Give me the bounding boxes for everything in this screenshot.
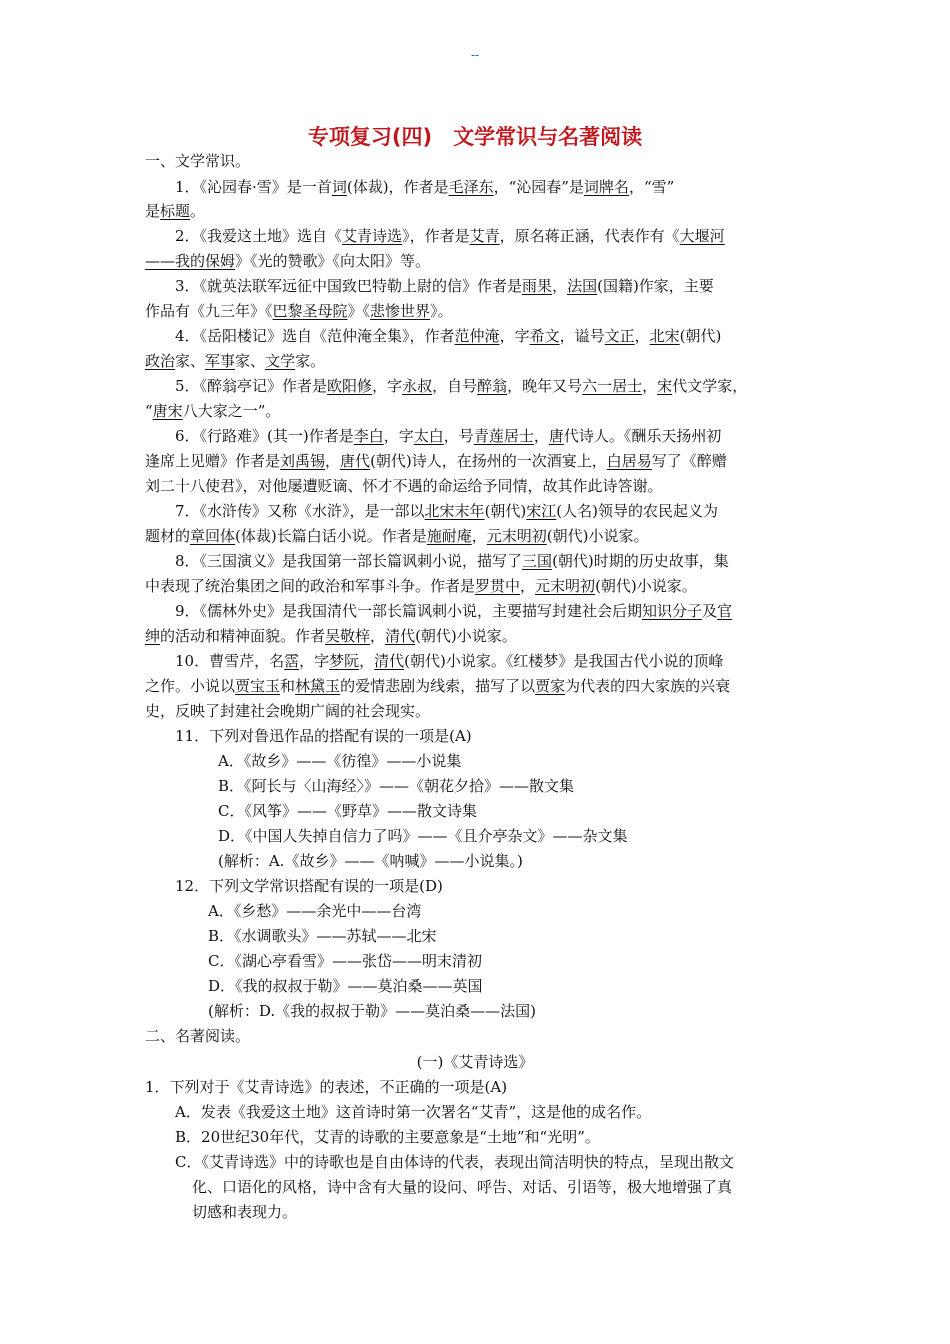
answer-blank: 章回体	[190, 527, 236, 545]
answer-blank: 悲惨世界	[370, 302, 431, 320]
text-run: (朝代)诗人，在扬州的一次酒宴上，	[370, 452, 607, 470]
text-run: 》《光的赞歌》《向太阳》等。	[235, 252, 431, 270]
text-line	[0, 524, 950, 549]
text-run: B．《水调歌头》——苏轼——北宋	[208, 927, 437, 945]
text-run: ，谥号	[559, 327, 605, 345]
answer-blank: 军事	[205, 352, 236, 370]
text-run: 10．曹雪芹，名	[175, 652, 285, 670]
text-run: C．《湖心亭看雪》——张岱——明末清初	[208, 952, 482, 970]
text-run: ，字	[383, 427, 414, 445]
text-line	[0, 374, 950, 399]
text-line	[0, 324, 950, 349]
text-run: ，	[552, 277, 568, 295]
text-run: 12．下列文学常识搭配有误的一项是(D)	[175, 877, 443, 895]
answer-blank: 艾青诗选	[342, 227, 403, 245]
answer-blank: 施耐庵	[426, 527, 472, 545]
text-run: A．《故乡》——《彷徨》——小说集	[218, 752, 462, 770]
text-line	[0, 424, 950, 449]
text-line	[0, 1175, 950, 1200]
answer-blank: 绅	[145, 627, 161, 645]
text-run: 11．下列对鲁迅作品的搭配有误的一项是(A)	[175, 727, 472, 745]
text-line	[0, 699, 950, 724]
text-run: 》《	[347, 302, 371, 320]
text-run: 代诗人。《酬乐天扬州初	[563, 427, 722, 445]
text-line	[0, 749, 950, 774]
text-run: 9．《儒林外史》是我国清代一部长篇讽刺小说，主要描写封建社会后期	[175, 602, 643, 620]
text-run: A．《乡愁》——余光中——台湾	[208, 902, 422, 920]
text-line	[0, 274, 950, 299]
text-run: 1．《沁园春·雪》是一首	[175, 178, 332, 196]
text-line	[0, 474, 950, 499]
text-run: 5．《醉翁亭记》作者是	[175, 377, 328, 395]
text-line	[0, 899, 950, 924]
text-line	[0, 249, 950, 274]
answer-blank: 清代	[374, 652, 405, 670]
answer-blank: 林黛玉	[295, 677, 341, 695]
text-line	[0, 624, 950, 649]
text-run: 家、	[235, 352, 266, 370]
text-line	[0, 999, 950, 1024]
text-run: ，自号	[432, 377, 478, 395]
text-line	[0, 599, 950, 624]
text-run: 是	[145, 202, 161, 220]
answer-blank: 三国	[522, 552, 553, 570]
text-run: 的爱情悲剧为线索，描写了以	[340, 677, 536, 695]
answer-blank: 希文	[529, 327, 560, 345]
text-run: 》，作者是	[402, 227, 470, 245]
answer-blank: 元末明初	[535, 577, 596, 595]
text-run: ，	[370, 627, 386, 645]
text-run: ，“雪”	[628, 178, 675, 196]
answer-blank: 毛泽东	[448, 178, 494, 196]
text-line	[0, 824, 950, 849]
text-run: ，晚年又号	[507, 377, 583, 395]
text-line	[0, 1024, 950, 1049]
answer-blank: 唐宋	[152, 402, 183, 420]
answer-blank: ——我的保姆	[145, 252, 236, 270]
text-line	[0, 874, 950, 899]
answer-blank: 北宋末年	[424, 502, 485, 520]
text-run: 8．《三国演义》是我国第一部长篇讽刺小说，描写了	[175, 552, 523, 570]
text-run: “	[145, 402, 153, 420]
text-line	[0, 175, 950, 200]
text-run: (国籍)作家，主要	[597, 277, 714, 295]
text-run: C．《风筝》——《野草》——散文诗集	[218, 802, 477, 820]
answer-blank: 官	[717, 602, 733, 620]
text-line	[0, 649, 950, 674]
answer-blank: 醉翁	[477, 377, 508, 395]
text-run: (朝代)小说家。	[546, 527, 649, 545]
text-run: 及	[702, 602, 718, 620]
text-run: ，	[520, 577, 536, 595]
text-line	[0, 149, 950, 174]
text-run: 史，反映了封建社会晚期广阔的社会现实。	[145, 702, 431, 720]
answer-blank: 欧阳修	[327, 377, 373, 395]
text-line	[0, 724, 950, 749]
answer-blank: 文正	[604, 327, 635, 345]
text-line	[0, 799, 950, 824]
answer-blank: 太白	[413, 427, 444, 445]
text-run: 。	[190, 202, 206, 220]
text-run: ，	[359, 652, 375, 670]
answer-blank: 知识分子	[642, 602, 703, 620]
text-run: 化、口语化的风格，诗中含有大量的设问、呼告、对话、引语等，极大地增强了真	[192, 1178, 733, 1196]
answer-blank: 霑	[284, 652, 300, 670]
text-run: (朝代)小说家。《红楼梦》是我国古代小说的顶峰	[404, 652, 724, 670]
text-run: ，	[533, 427, 549, 445]
text-run: 写了《醉赠	[651, 452, 727, 470]
answer-blank: 元末明初	[486, 527, 547, 545]
text-run: 4．《岳阳楼记》选自《范仲淹全集》，作者	[175, 327, 455, 345]
text-line	[0, 399, 950, 424]
answer-blank: 宋	[657, 377, 673, 395]
text-line	[0, 199, 950, 224]
text-run: ，字	[299, 652, 330, 670]
text-run: (体裁)长篇白话小说。作者是	[235, 527, 427, 545]
text-line	[0, 299, 950, 324]
answer-blank: 李白	[353, 427, 384, 445]
text-line	[0, 949, 950, 974]
text-run: B．《阿长与〈山海经〉》——《朝花夕拾》——散文集	[218, 777, 575, 795]
answer-blank: 吴敬梓	[325, 627, 371, 645]
answer-blank: 标题	[160, 202, 191, 220]
text-line	[0, 1150, 950, 1175]
text-line	[0, 774, 950, 799]
text-run: 代文学家，	[672, 377, 748, 395]
text-line	[0, 924, 950, 949]
text-run: 逢席上见赠》作者是	[145, 452, 281, 470]
text-line	[0, 349, 950, 374]
text-run: ，原名蒋正涵，代表作有《	[499, 227, 680, 245]
text-run: 一、文学常识。	[145, 152, 251, 170]
answer-blank: 法国	[567, 277, 598, 295]
text-run: (朝代)小说家。	[595, 577, 697, 595]
text-run: (体裁)，作者是	[346, 178, 449, 196]
text-run: 1．下列对于《艾青诗选》的表述，不正确的一项是(A)	[145, 1078, 508, 1096]
text-line	[0, 224, 950, 249]
answer-blank: 政治	[145, 352, 176, 370]
text-run: (朝代)	[679, 327, 722, 345]
text-run: (人名)领导的农民起义为	[556, 502, 719, 520]
text-run: ，号	[443, 427, 474, 445]
text-run: (朝代)时期的历史故事，集	[552, 552, 729, 570]
text-run: B．20世纪30年代，艾青的诗歌的主要意象是“土地”和“光明”。	[175, 1128, 600, 1146]
text-run: ，	[471, 527, 487, 545]
text-run: 2．《我爱这土地》选自《	[175, 227, 343, 245]
text-line	[0, 674, 950, 699]
answer-blank: 梦阮	[329, 652, 360, 670]
answer-blank: 文学	[265, 352, 296, 370]
text-run: A．发表《我爱这土地》这首诗时第一次署名“艾青”，这是他的成名作。	[175, 1103, 652, 1121]
text-run: ，“沁园春”是	[493, 178, 584, 196]
text-run: (朝代)小说家。	[415, 627, 517, 645]
answer-blank: 六一居士	[582, 377, 643, 395]
text-run: 家。	[295, 352, 326, 370]
answer-blank: 贾家	[535, 677, 566, 695]
text-run: 6．《行路难》(其一)作者是	[175, 427, 354, 445]
answer-blank: 宋江	[526, 502, 557, 520]
text-run: 题材的	[145, 527, 191, 545]
text-run: D．《中国人失掉自信力了吗》——《且介亭杂文》——杂文集	[218, 827, 628, 845]
text-run: C．《艾青诗选》中的诗歌也是自由体诗的代表，表现出简洁明快的特点，呈现出散文	[175, 1153, 734, 1171]
answer-blank: 北宋	[649, 327, 680, 345]
answer-blank: 词牌名	[583, 178, 629, 196]
text-run: ，	[634, 327, 650, 345]
text-run: ，	[642, 377, 658, 395]
answer-blank: 刘禹锡	[280, 452, 326, 470]
answer-blank: 唐	[548, 427, 564, 445]
answer-blank: 青莲居士	[473, 427, 534, 445]
answer-blank: 清代	[385, 627, 416, 645]
text-run: 》。	[430, 302, 453, 320]
answer-blank: 范仲淹	[454, 327, 500, 345]
text-run: 八大家之一”。	[182, 402, 281, 420]
text-run: 二、名著阅读。	[145, 1027, 251, 1045]
text-run: ，字	[372, 377, 403, 395]
text-line	[0, 549, 950, 574]
text-run: (解析：D.《我的叔叔于勒》——莫泊桑——法国)	[208, 1002, 536, 1020]
text-line	[0, 1050, 950, 1075]
answer-blank: 艾青	[469, 227, 500, 245]
text-line	[0, 449, 950, 474]
text-line	[0, 974, 950, 999]
text-run: 之作。小说以	[145, 677, 236, 695]
text-run: (解析：A.《故乡》——《呐喊》——小说集。)	[218, 852, 523, 870]
text-run: 切感和表现力。	[192, 1203, 298, 1221]
text-run: 和	[280, 677, 296, 695]
answer-blank: 词	[331, 178, 347, 196]
text-run: 作品有《九三年》《	[145, 302, 273, 320]
text-run: 家、	[175, 352, 206, 370]
text-line	[0, 849, 950, 874]
answer-blank: 永叔	[402, 377, 433, 395]
answer-blank: 贾宝玉	[235, 677, 281, 695]
page-title: 专项复习(四) 文学常识与名著阅读	[307, 125, 643, 149]
text-line	[0, 1125, 950, 1150]
text-run: 的活动和精神面貌。作者	[160, 627, 326, 645]
text-run: (一)《艾青诗选》	[416, 1053, 534, 1071]
answer-blank: 唐代	[340, 452, 371, 470]
text-run: ，字	[499, 327, 530, 345]
text-run: (朝代)	[484, 502, 527, 520]
answer-blank: 雨果	[522, 277, 553, 295]
text-run: 为代表的四大家族的兴衰	[565, 677, 731, 695]
text-line	[0, 1100, 950, 1125]
answer-blank: 巴黎圣母院	[272, 302, 348, 320]
text-run: ，	[325, 452, 341, 470]
text-line	[0, 499, 950, 524]
text-run: D．《我的叔叔于勒》——莫泊桑——英国	[208, 977, 483, 995]
text-run: 3．《就英法联军远征中国致巴特勒上尉的信》作者是	[175, 277, 523, 295]
text-run: 中表现了统治集团之间的政治和军事斗争。作者是	[145, 577, 476, 595]
text-run: 刘二十八使君》，对他屡遭贬谪、怀才不遇的命运给予同情，故其作此诗答谢。	[145, 477, 663, 495]
answer-blank: 大堰河	[679, 227, 725, 245]
header-mark: --	[470, 48, 480, 62]
text-line	[0, 1075, 950, 1100]
answer-blank: 白居易	[606, 452, 652, 470]
answer-blank: 罗贯中	[475, 577, 521, 595]
text-run: 7．《水浒传》又称《水浒》，是一部以	[175, 502, 425, 520]
text-line	[0, 1200, 950, 1225]
text-line	[0, 574, 950, 599]
